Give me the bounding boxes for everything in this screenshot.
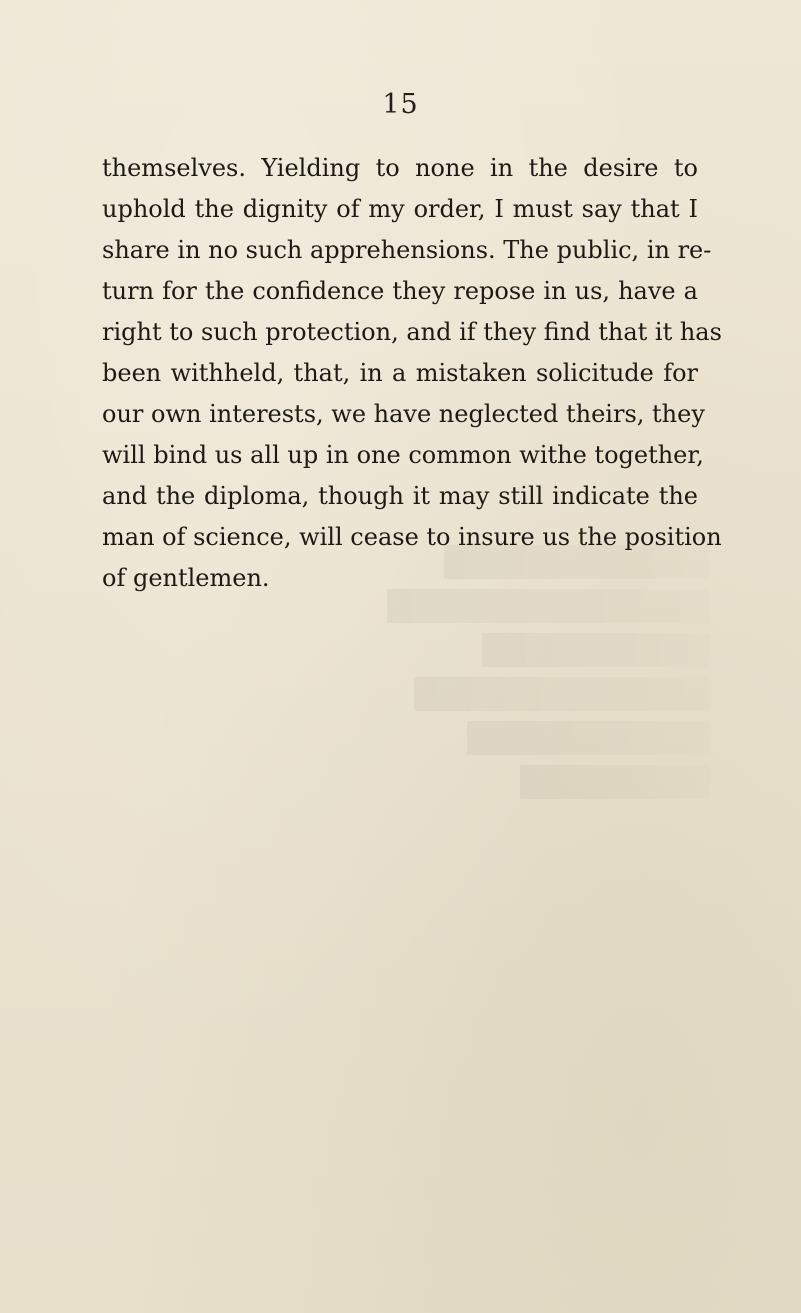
- page-number: 15: [382, 89, 419, 120]
- text-line: will bind us all up in one common withe together,: [102, 441, 704, 469]
- text-line: uphold the dignity of my order, I must say that I: [102, 195, 698, 223]
- text-line: turn for the confidence they repose in us, have a: [102, 277, 698, 305]
- text-line: share in no such apprehensions. The public, in re-: [102, 236, 712, 264]
- text-line: man of science, will cease to insure us the position: [102, 523, 722, 551]
- text-line: themselves. Yielding to none in the desire to: [102, 154, 698, 182]
- text-line: of gentlemen.: [102, 564, 270, 592]
- text-line: right to such protection, and if they find that it has: [102, 318, 722, 346]
- text-line: and the diploma, though it may still indicate the: [102, 482, 698, 510]
- body-paragraph: [102, 148, 722, 599]
- text-line: our own interests, we have neglected theirs, they: [102, 400, 705, 428]
- text-line: been withheld, that, in a mistaken solicitude for: [102, 359, 698, 387]
